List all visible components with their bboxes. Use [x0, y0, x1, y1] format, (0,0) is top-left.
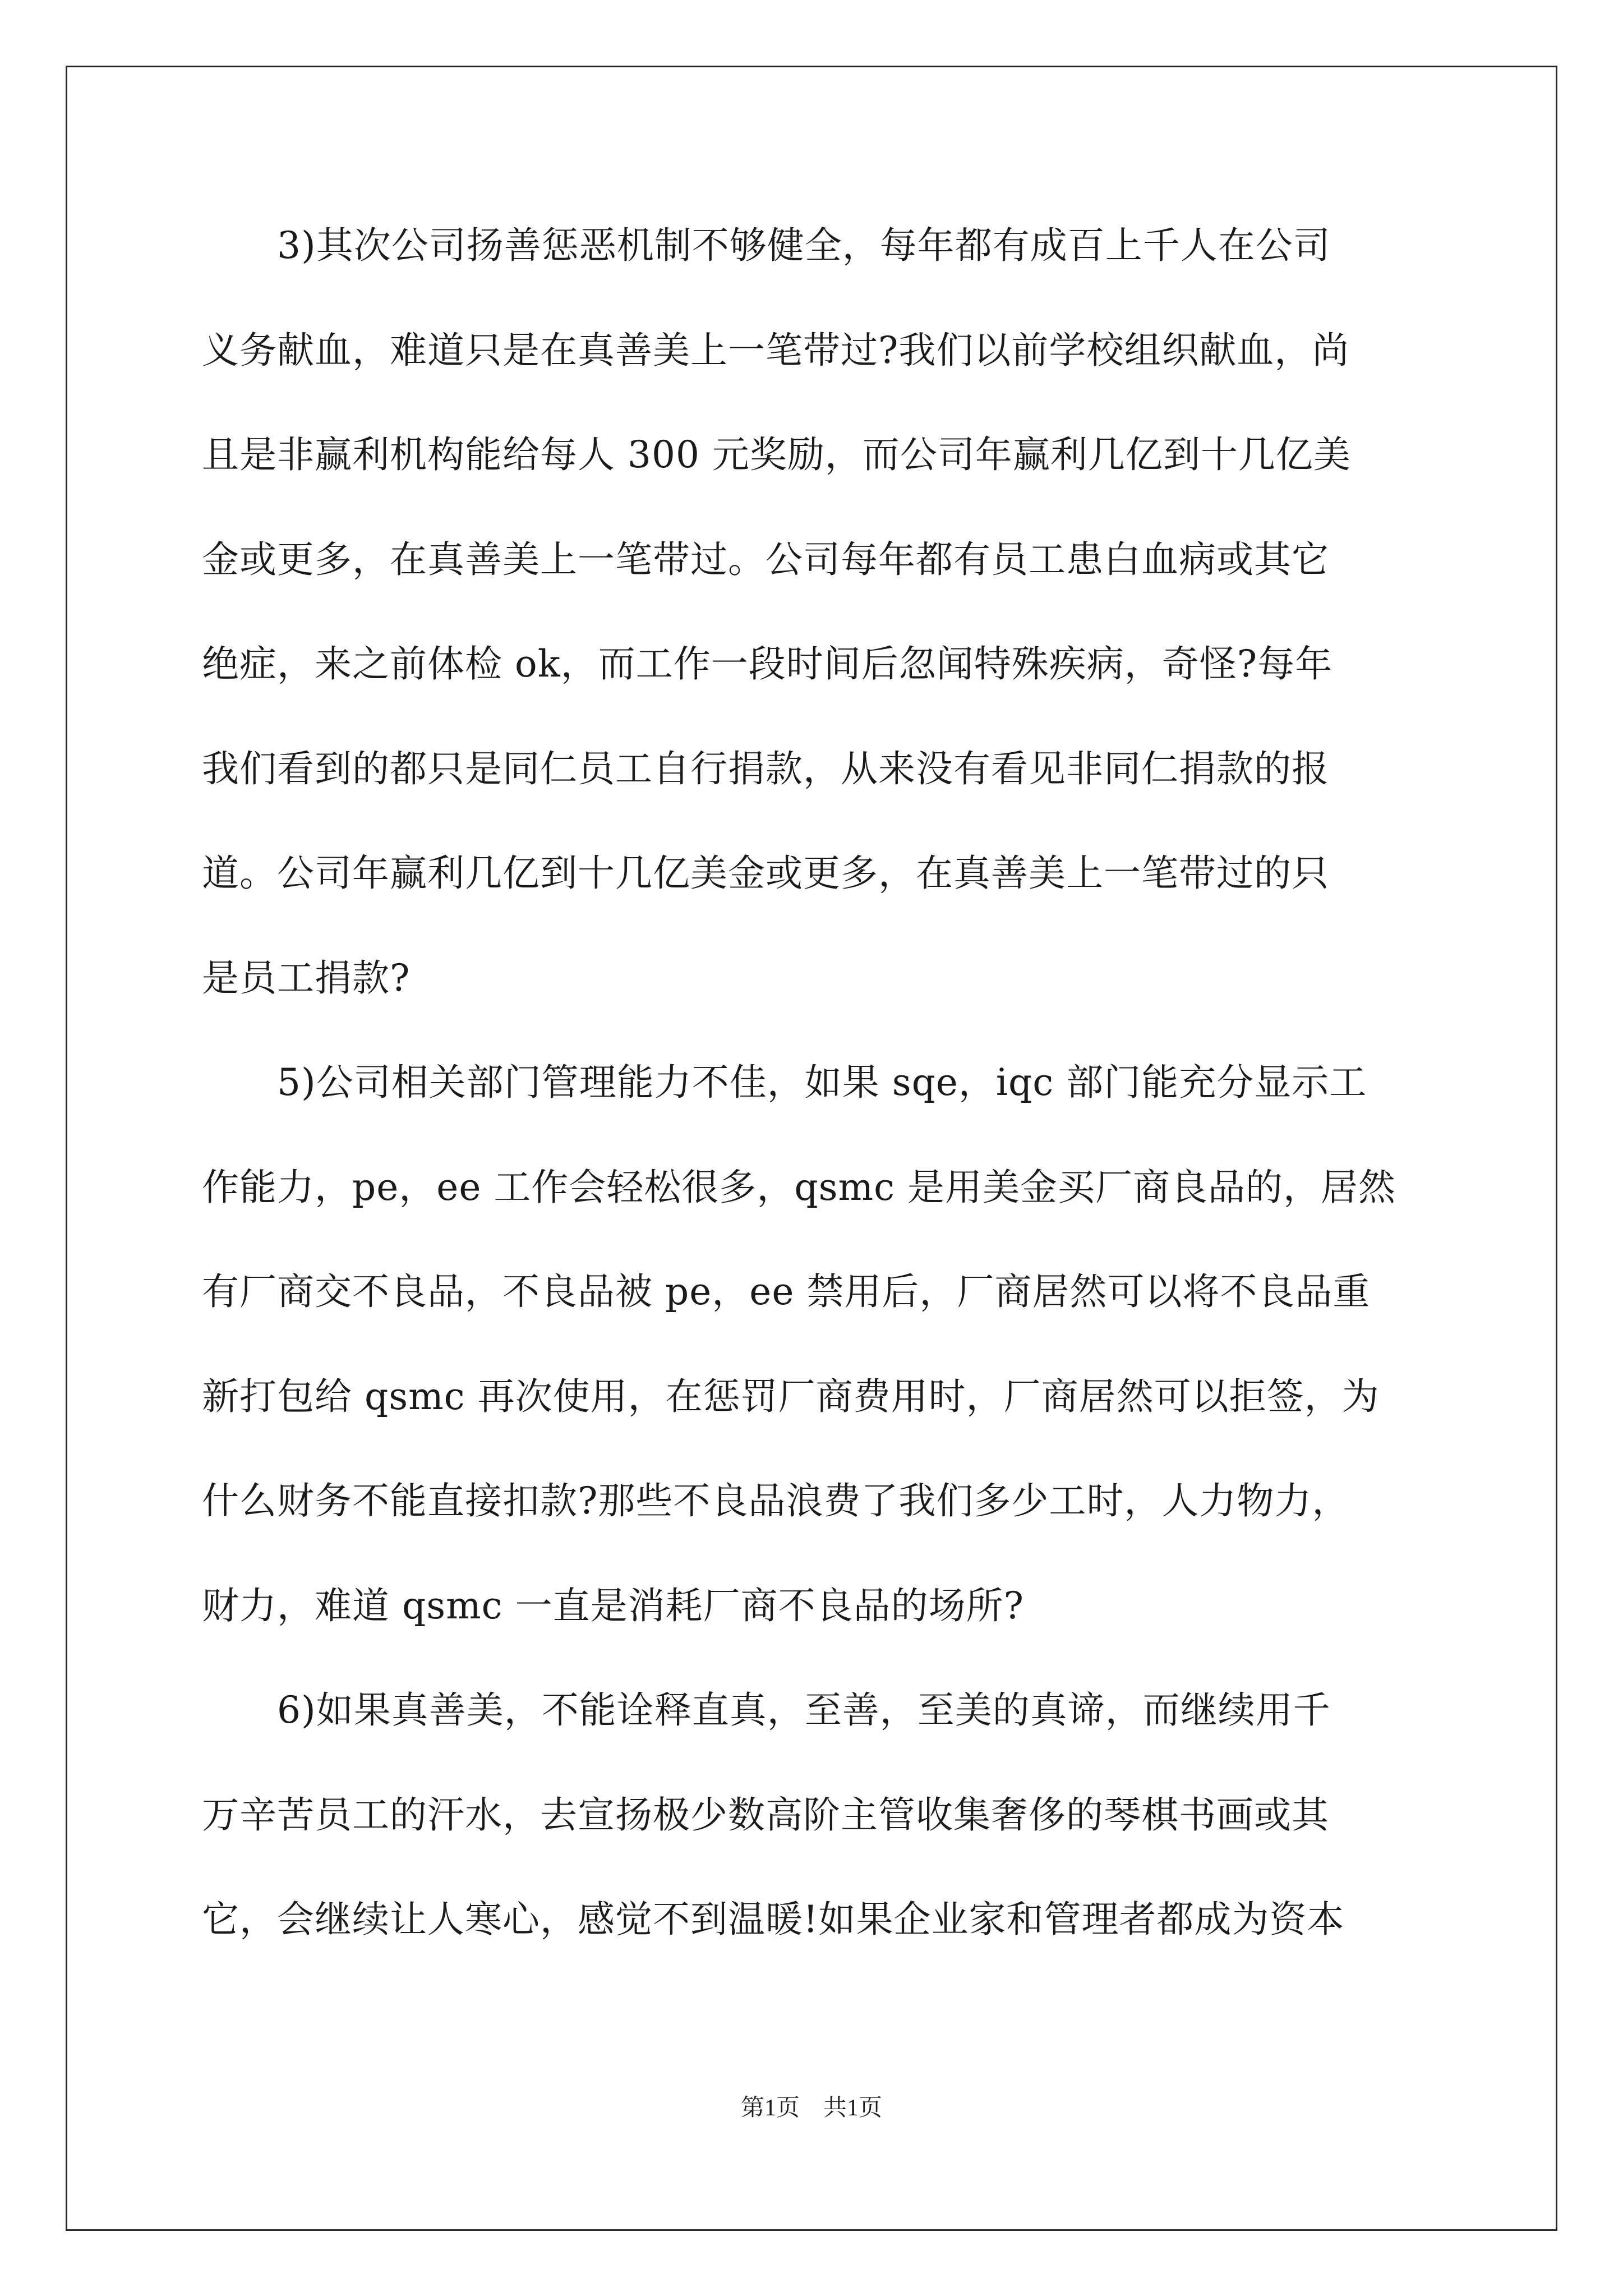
paragraph-3-line-8: 是员工捐款? — [202, 956, 411, 1000]
paragraph-5-line-1: 5)公司相关部门管理能力不佳，如果 sqe，iqc 部门能充分显示工 — [277, 1061, 1367, 1104]
paragraph-3-line-2: 义务献血，难道只是在真善美上一笔带过?我们以前学校组织献血，尚 — [202, 328, 1350, 372]
paragraph-6-line-2: 万辛苦员工的汗水，去宣扬极少数高阶主管收集奢侈的琴棋书画或其 — [202, 1793, 1329, 1837]
paragraph-6-line-3: 它，会继续让人寒心，感觉不到温暖!如果企业家和管理者都成为资本 — [202, 1898, 1345, 1941]
document-body — [202, 194, 1436, 1972]
paragraph-3-line-1: 3)其次公司扬善惩恶机制不够健全，每年都有成百上千人在公司 — [277, 224, 1331, 267]
paragraph-6-line-1: 6)如果真善美，不能诠释直真，至善，至美的真谛，而继续用千 — [277, 1688, 1331, 1732]
paragraph-3-line-6: 我们看到的都只是同仁员工自行捐款，从来没有看见非同仁捐款的报 — [202, 747, 1329, 790]
paragraph-3-line-5: 绝症，来之前体检 ok，而工作一段时间后忽闻特殊疾病，奇怪?每年 — [202, 642, 1333, 685]
paragraph-3-line-7: 道。公司年赢利几亿到十几亿美金或更多，在真善美上一笔带过的只 — [202, 852, 1329, 895]
page-number-footer: 第1页 共1页 — [740, 2095, 882, 2121]
paragraph-5-line-4: 新打包给 qsmc 再次使用，在惩罚厂商费用时，厂商居然可以拒签，为 — [202, 1374, 1380, 1418]
paragraph-3-line-4: 金或更多，在真善美上一笔带过。公司每年都有员工患白血病或其它 — [202, 537, 1329, 581]
paragraph-5-line-3: 有厂商交不良品，不良品被 pe，ee 禁用后，厂商居然可以将不良品重 — [202, 1270, 1371, 1313]
paragraph-5-line-5: 什么财务不能直接扣款?那些不良品浪费了我们多少工时，人力物力， — [202, 1479, 1350, 1522]
paragraph-5-line-2: 作能力，pe，ee 工作会轻松很多，qsmc 是用美金买厂商良品的，居然 — [202, 1165, 1396, 1209]
paragraph-3-line-3: 且是非赢利机构能给每人 300 元奖励，而公司年赢利几亿到十几亿美 — [202, 433, 1351, 476]
paragraph-5-line-6: 财力，难道 qsmc 一直是消耗厂商不良品的场所? — [202, 1584, 1025, 1627]
